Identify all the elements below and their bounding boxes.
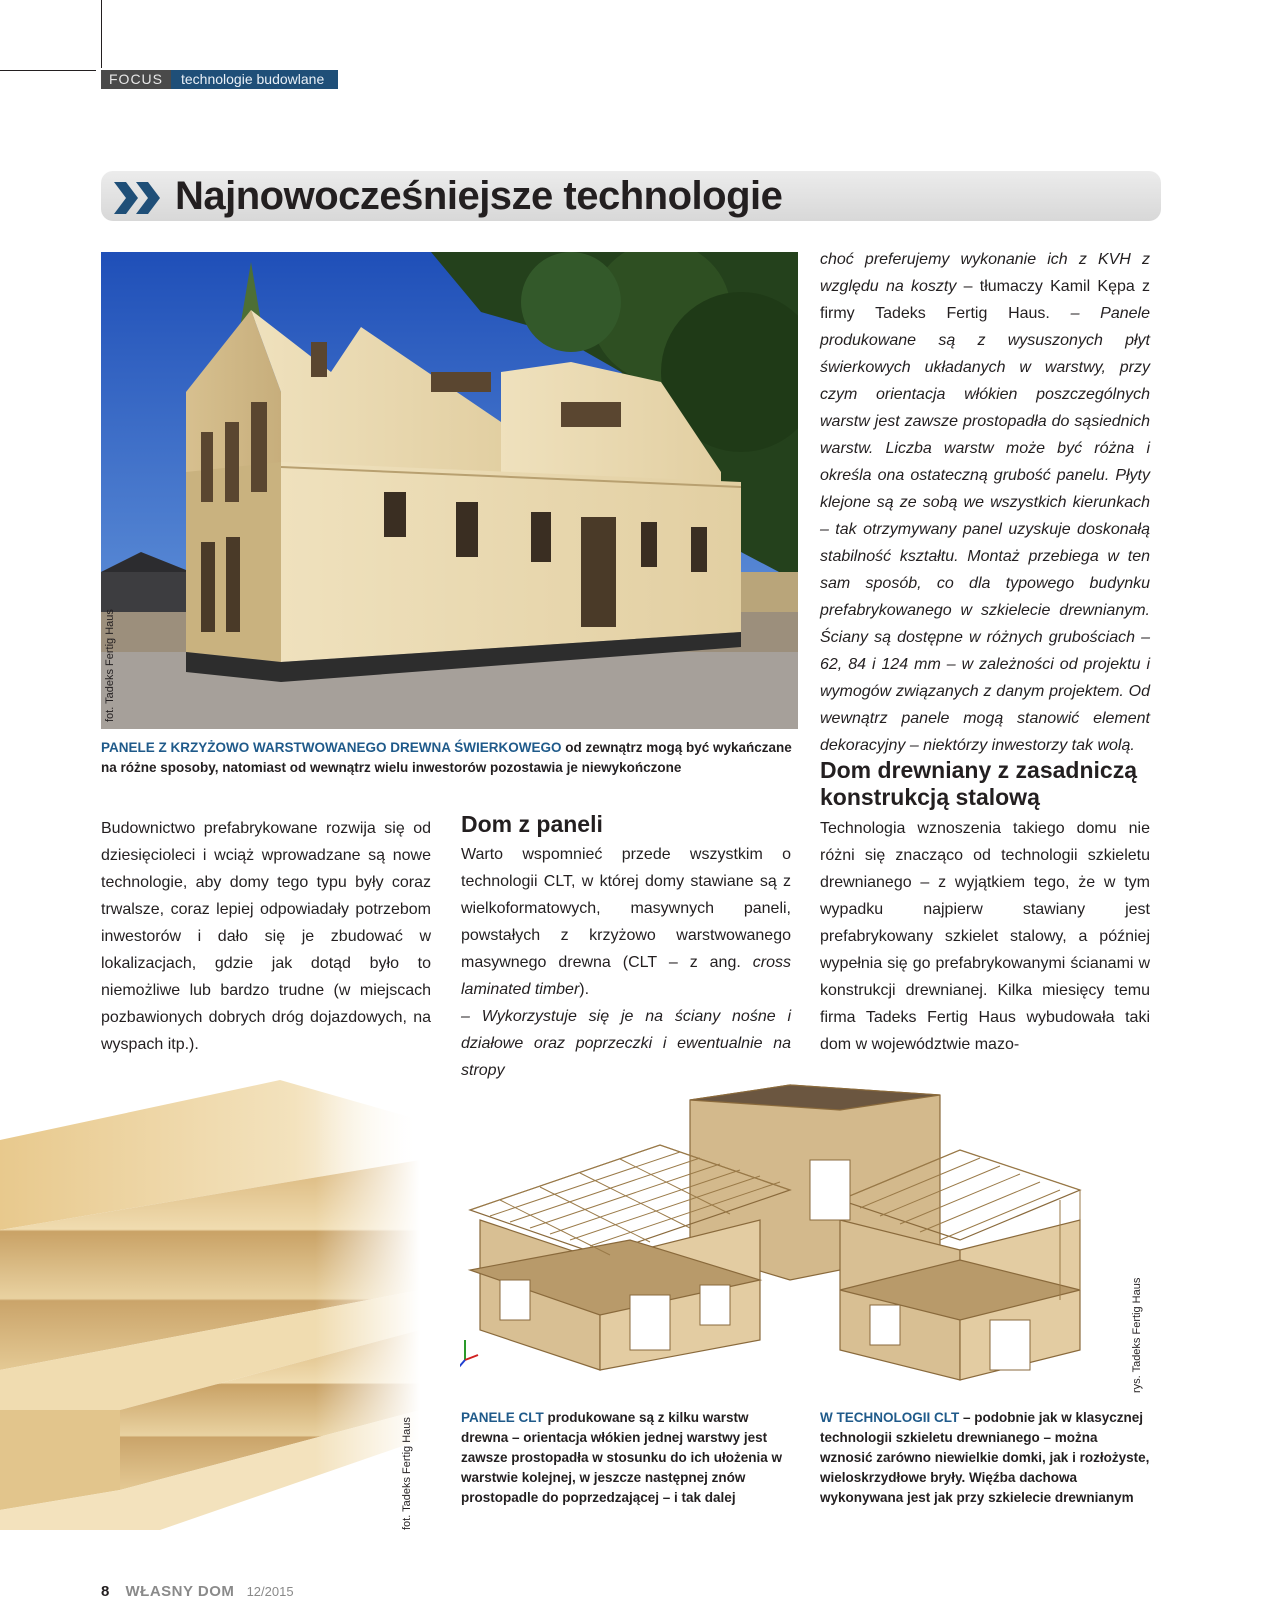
intro-paragraph: Budownictwo prefabrykowane rozwija się od dziesięcioleci i wciąż wprowadzane są nowe technologie, aby domy tego typu były coraz trwalsze, coraz lepiej odpowiadały potrzebom inwestorów i dało się je zbudować w lokalizacjach, gdzie jak dotąd było to niemożliwe lub bardzo trudne (w miejscach pozbawionych dobrych dróg dojazdowych, na wyspach itp.). — [101, 820, 431, 1053]
photo1-caption-lead: PANELE Z KRZYŻOWO WARSTWOWANEGO DREWNA ŚWIERKOWEGO — [101, 740, 562, 755]
photo1-caption-text: od zewnątrz mogą być wykańczane na różne sposoby, natomiast od wewnątrz wielu inwestorów pozostawia je niewykończone — [101, 740, 792, 775]
issue-number: 12/2015 — [246, 1584, 294, 1599]
house-photo — [101, 252, 798, 729]
photo2-caption-lead: PANELE CLT — [461, 1410, 544, 1425]
crop-mark-horizontal — [0, 70, 96, 71]
drawing-caption-text: – podobnie jak w klasycznej technologii szkieletu drewnianego – można wznosić zarówno niewielkie domki, jak i rozłożyste, wieloskrzydłowe bryły. Więźba dachowa wykonywana jest jak przy szkielecie drewnianym — [820, 1410, 1150, 1505]
clt-panels-photo — [0, 1080, 420, 1530]
steel-paragraph: Technologia wznoszenia takiego domu nie różni się znacząco od technologii szkieletu drewnianego – z wyjątkiem tego, że w tym wypadku najpierw stawiany jest prefabrykowany szkielet stalowy, a później wypełnia się go prefabrykowanymi ścianami w konstrukcji drewnianej. Kilka miesięcy temu firma Tadeks Fertig Haus wybudowała taki dom w województwie mazo- — [820, 820, 1150, 1053]
section-heading-steel: Dom drewniany z zasadniczą konstrukcją stalową — [820, 757, 1137, 810]
crop-mark-vertical — [101, 0, 102, 68]
section-topic: technologie budowlane — [171, 70, 338, 89]
quote-attribution: – tłumaczy Kamil Kępa z firmy Tadeks Fertig Haus. — [820, 278, 1151, 322]
magazine-name: WŁASNY DOM — [125, 1583, 235, 1600]
photo1-credit: fot. Tadeks Fertig Haus — [104, 609, 116, 722]
panels-text-b: ). — [579, 981, 590, 998]
section-label: FOCUS — [101, 70, 171, 89]
clt-house-drawing — [460, 1050, 1180, 1390]
photo2-caption — [461, 1408, 791, 1508]
photo2-credit: fot. Tadeks Fertig Haus — [401, 1417, 413, 1530]
section-heading-panels: Dom z paneli — [461, 811, 603, 837]
panels-paragraph — [461, 841, 791, 1084]
drawing-caption-lead: W TECHNOLOGII CLT — [820, 1410, 960, 1425]
section-header — [101, 70, 338, 89]
panels-text-em: cross laminated timber — [461, 954, 791, 998]
photo1-caption — [101, 738, 796, 778]
panels-quote: – Wykorzystuje się je na ściany nośne i działowe oraz poprzeczki i ewentualnie na stropy — [461, 1008, 791, 1079]
drawing-caption — [820, 1408, 1150, 1508]
quote-part1: choć preferujemy wykonanie ich z KVH z względu na koszty — [820, 251, 1150, 295]
quote-paragraph — [820, 246, 1150, 759]
drawing-credit: rys. Tadeks Fertig Haus — [1131, 1277, 1143, 1393]
page-footer — [101, 1583, 294, 1600]
page-title: Najnowocześniejsze technologie — [175, 174, 783, 218]
panels-text-a: Warto wspomnieć przede wszystkim o technologii CLT, w której domy stawiane są z wielkoformatowych, masywnych paneli, powstałych z krzyżowo warstwowanego masywnego drewna (CLT – z ang. — [461, 846, 791, 971]
quote-part2: – Panele produkowane są z wysuszonych płyt świerkowych układanych w warstwy, przy czym orientacja włókien poszczególnych warstw jest zawsze prostopadła do sąsiednich warstw. Liczba warstw może być różna i określa ona ostateczną grubość panelu. Płyty klejone są ze sobą we wszystkich kierunkach – tak otrzymywany panel uzyskuje doskonałą stabilność kształtu. Montaż przebiega w ten sam sposób, co dla typowego budynku prefabrykowanego w szkielecie drewnianym. Ściany są dostępne w różnych grubościach – 62, 84 i 124 mm – w zależności od projektu i wymogów związanych z danym projektem. Od wewnątrz panele mogą stanowić element dekoracyjny – niektórzy inwestorzy tak wolą. — [820, 305, 1150, 754]
double-chevron-icon — [112, 180, 164, 216]
page-number: 8 — [101, 1583, 110, 1600]
photo2-caption-text: produkowane są z kilku warstw drewna – orientacja włókien jednej warstwy jest zawsze prostopadła w stosunku do ich ułożenia w warstwie kolejnej, w jeszcze następnej znów prostopadle do poprzedzającej – i tak dalej — [461, 1410, 783, 1505]
